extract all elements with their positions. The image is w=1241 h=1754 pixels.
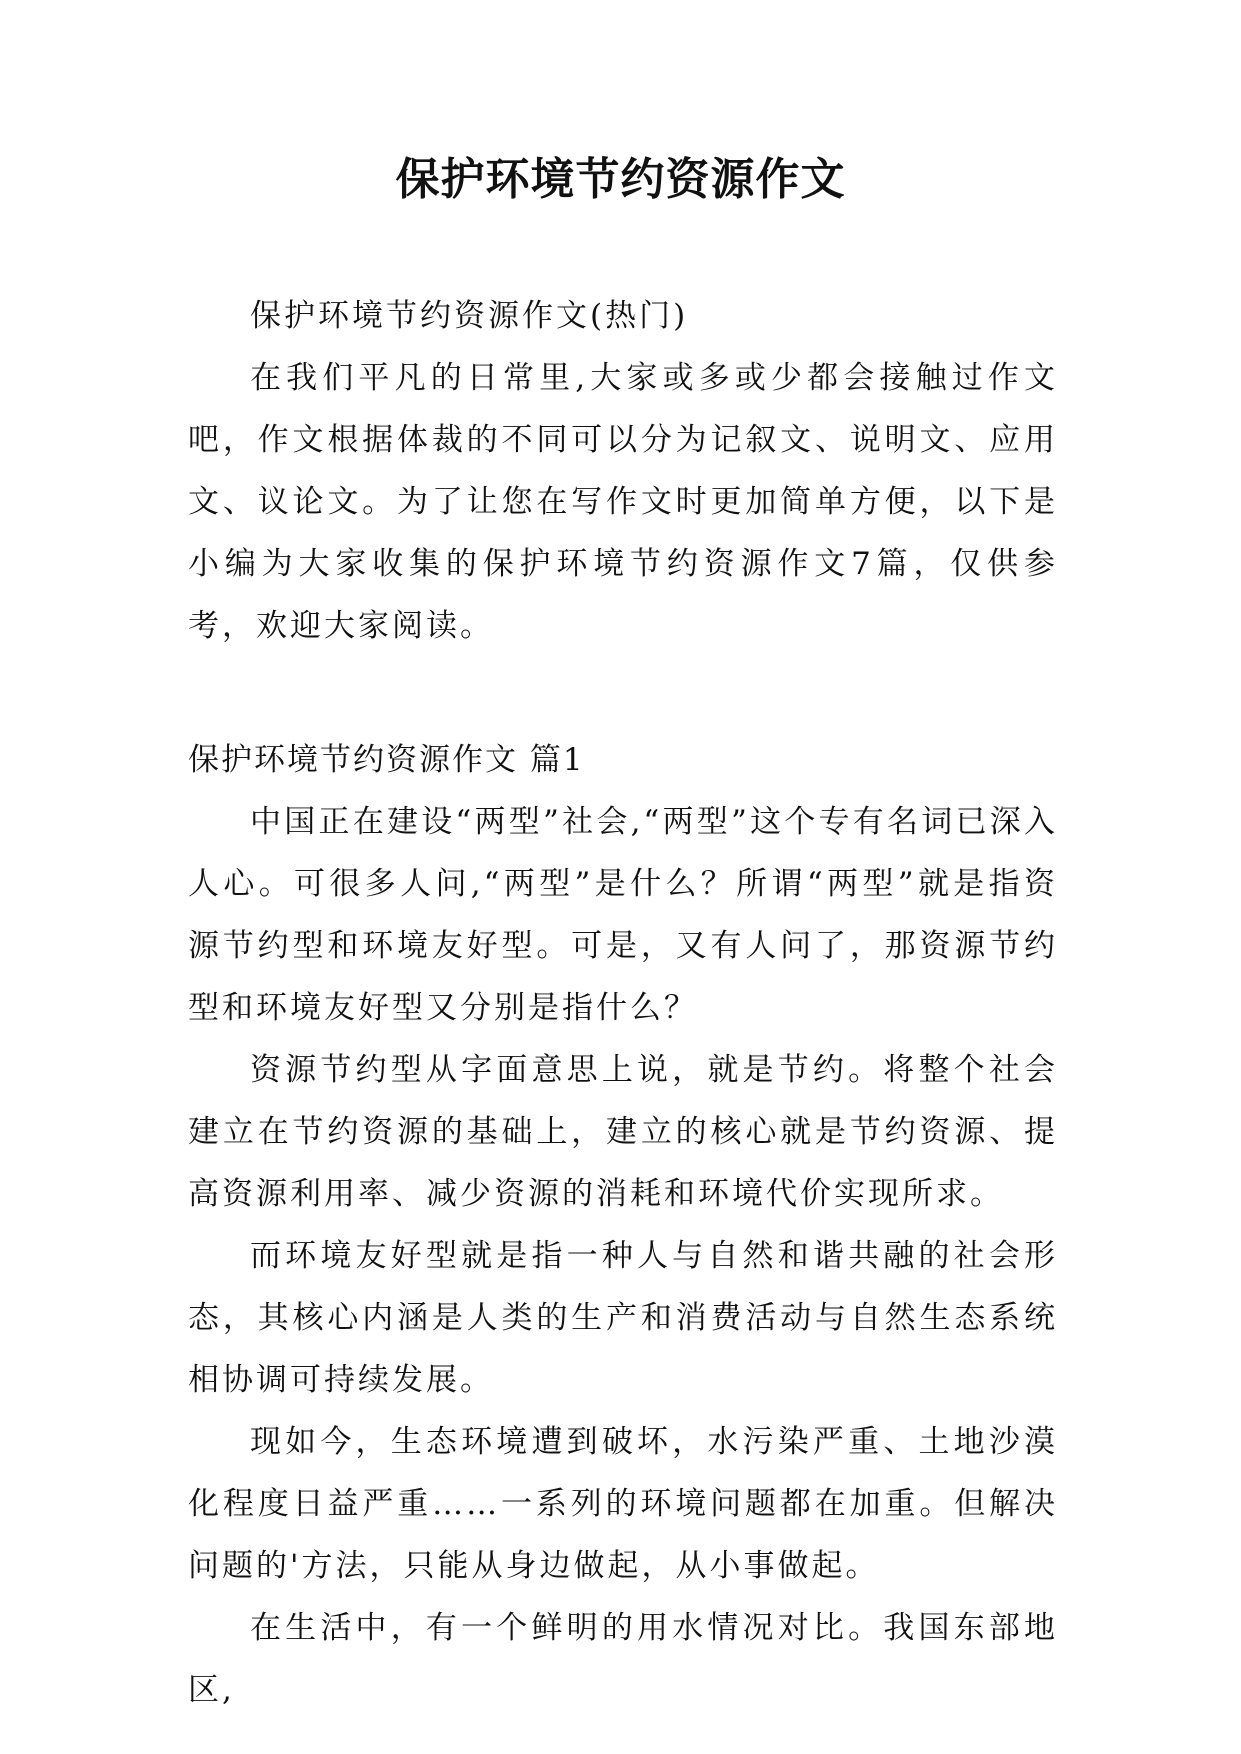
body-paragraph: 中国正在建设“两型”社会,“两型”这个专有名词已深入人心。可很多人问,“两型”是什么？所谓“两型”就是指资源节约型和环境友好型。可是，又有人问了，那资源节约型和环境友好型又分别是指什么？ [188, 804, 1058, 1026]
body-paragraph: 现如今，生态环境遭到破坏，水污染严重、土地沙漠化程度日益严重……一系列的环境问题都在加重。但解决问题的'方法，只能从身边做起，从小事做起。 [188, 1424, 1058, 1584]
section-spacer [188, 657, 1058, 729]
body-paragraph: 资源节约型从字面意思上说，就是节约。将整个社会建立在节约资源的基础上，建立的核心就是节约资源、提高资源利用率、减少资源的消耗和环境代价实现所求。 [188, 1052, 1058, 1212]
intro-paragraph: 在我们平凡的日常里,大家或多或少都会接触过作文吧，作文根据体裁的不同可以分为记叙文、说明文、应用文、议论文。为了让您在写作文时更加简单方便，以下是小编为大家收集的保护环境节约资源作文7篇，仅供参考，欢迎大家阅读。 [188, 360, 1058, 644]
section-heading: 保护环境节约资源作文 篇1 [188, 742, 585, 778]
document-subtitle: 保护环境节约资源作文(热门) [250, 298, 689, 334]
document-body [188, 285, 1058, 1721]
document-title: 保护环境节约资源作文 [395, 154, 846, 205]
body-paragraph: 在生活中，有一个鲜明的用水情况对比。我国东部地区, [188, 1610, 1058, 1708]
body-paragraph: 而环境友好型就是指一种人与自然和谐共融的社会形态，其核心内涵是人类的生产和消费活动与自然生态系统相协调可持续发展。 [188, 1238, 1058, 1398]
